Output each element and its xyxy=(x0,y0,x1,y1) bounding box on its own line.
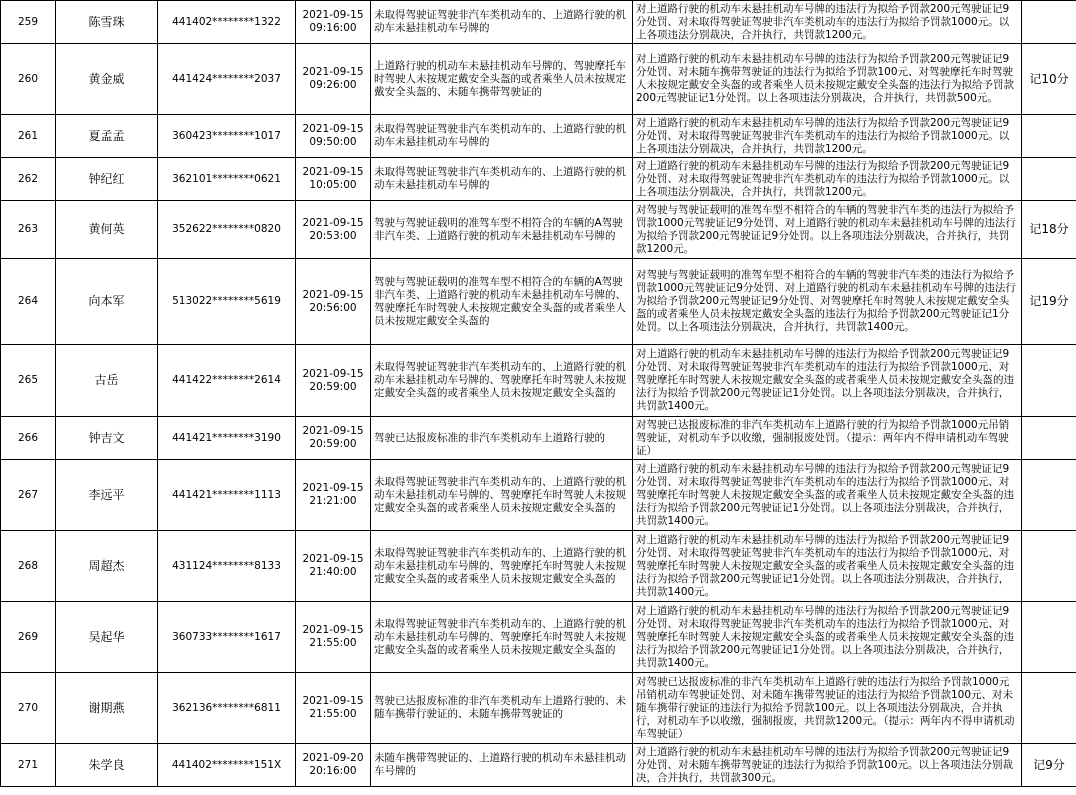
time-text: 09:16:00 xyxy=(309,22,357,34)
penalty-text: 对上道路行驶的机动车未悬挂机动车号牌的违法行为拟给予罚款200元驾驶证记9分处罚、对未取得驾驶证驾驶非汽车类机动车的违法行为拟给予罚款1000元。以上各项违法分别裁决，合并执行，共罚款1200元。 xyxy=(633,115,1022,158)
time-text: 20:59:00 xyxy=(309,438,357,450)
penalty-text: 对驾驶已达报废标准的非汽车类机动车上道路行驶的行为拟给予罚款1000元吊销驾驶证，对机动车予以收缴，强制报废处罚。（提示：两年内不得申请机动车驾驶证） xyxy=(633,417,1022,460)
person-name: 周超杰 xyxy=(56,531,158,602)
person-name: 陈雪珠 xyxy=(56,1,158,44)
person-name: 朱学良 xyxy=(56,744,158,787)
row-number: 264 xyxy=(1,259,56,345)
violation-text: 未取得驾驶证驾驶非汽车类机动车的、上道路行驶的机动车未悬挂机动车号牌的 xyxy=(371,115,633,158)
id-number: 352622********0820 xyxy=(158,201,296,259)
penalty-text: 对上道路行驶的机动车未悬挂机动车号牌的违法行为拟给予罚款200元驾驶证记9分处罚、对未取得驾驶证驾驶非汽车类机动车的违法行为拟给予罚款1000元、对驾驶摩托车时驾驶人未按规定戴安全头盔的或者乘坐人员未按规定戴安全头盔的违法行为拟给予罚款200元驾驶证记1分处罚。以上各项违法分别裁决，合并执行，共罚款1400元。 xyxy=(633,602,1022,673)
points-text xyxy=(1022,417,1076,460)
person-name: 吴起华 xyxy=(56,602,158,673)
points-text xyxy=(1022,345,1076,417)
points-text: 记18分 xyxy=(1022,201,1076,259)
person-name: 古岳 xyxy=(56,345,158,417)
points-text xyxy=(1022,602,1076,673)
datetime xyxy=(296,201,371,259)
table-row xyxy=(1,531,1076,602)
points-text: 记19分 xyxy=(1022,259,1076,345)
row-number: 261 xyxy=(1,115,56,158)
violation-text: 未取得驾驶证驾驶非汽车类机动车的、上道路行驶的机动车未悬挂机动车号牌的、驾驶摩托车时驾驶人未按规定戴安全头盔的或者乘坐人员未按规定戴安全头盔的 xyxy=(371,602,633,673)
date-text: 2021-09-15 xyxy=(302,123,364,135)
penalty-text: 对上道路行驶的机动车未悬挂机动车号牌的违法行为拟给予罚款200元驾驶证记9分处罚、对未取得驾驶证驾驶非汽车类机动车的违法行为拟给予罚款1000元。以上各项违法分别裁决，合并执行，共罚款1200元。 xyxy=(633,1,1022,44)
time-text: 20:56:00 xyxy=(309,301,357,314)
date-text: 2021-09-15 xyxy=(302,216,364,229)
violation-text: 驾驶与驾驶证载明的准驾车型不相符合的车辆的A驾驶非汽车类、上道路行驶的机动车未悬挂机动车号牌的 xyxy=(371,201,633,259)
id-number: 441422********2614 xyxy=(158,345,296,417)
points-text xyxy=(1022,673,1076,744)
person-name: 向本军 xyxy=(56,259,158,345)
table-row xyxy=(1,44,1076,115)
points-text xyxy=(1022,460,1076,531)
row-number: 262 xyxy=(1,158,56,201)
points-text: 记9分 xyxy=(1022,744,1076,787)
date-text: 2021-09-15 xyxy=(302,288,364,301)
violation-text: 上道路行驶的机动车未悬挂机动车号牌的、驾驶摩托车时驾驶人未按规定戴安全头盔的或者乘坐人员未按规定戴安全头盔的、未随车携带驾驶证的 xyxy=(371,44,633,115)
table-body xyxy=(1,1,1076,787)
row-number: 267 xyxy=(1,460,56,531)
person-name: 夏孟孟 xyxy=(56,115,158,158)
date-text: 2021-09-15 xyxy=(302,166,364,178)
datetime xyxy=(296,1,371,44)
time-text: 20:59:00 xyxy=(309,380,357,393)
points-text: 记10分 xyxy=(1022,44,1076,115)
violation-text: 驾驶已达报废标准的非汽车类机动车上道路行驶的、未随车携带行驶证的、未随车携带驾驶证的 xyxy=(371,673,633,744)
row-number: 260 xyxy=(1,44,56,115)
datetime xyxy=(296,44,371,115)
time-text: 20:16:00 xyxy=(309,765,357,777)
id-number: 441421********3190 xyxy=(158,417,296,460)
row-number: 271 xyxy=(1,744,56,787)
table-row xyxy=(1,744,1076,787)
penalty-text: 对上道路行驶的机动车未悬挂机动车号牌的违法行为拟给予罚款200元驾驶证记9分处罚、对未取得驾驶证驾驶非汽车类机动车的违法行为拟给予罚款1000元、对驾驶摩托车时驾驶人未按规定戴安全头盔的或者乘坐人员未按规定戴安全头盔的违法行为拟给予罚款200元驾驶证记1分处罚。以上各项违法分别裁决，合并执行，共罚款1400元。 xyxy=(633,460,1022,531)
date-text: 2021-09-15 xyxy=(302,553,364,565)
row-number: 270 xyxy=(1,673,56,744)
penalty-text: 对上道路行驶的机动车未悬挂机动车号牌的违法行为拟给予罚款200元驾驶证记9分处罚、对未取得驾驶证驾驶非汽车类机动车的违法行为拟给予罚款1000元。以上各项违法分别裁决，合并执行，共罚款1200元。 xyxy=(633,158,1022,201)
table-row xyxy=(1,259,1076,345)
violation-text: 未取得驾驶证驾驶非汽车类机动车的、上道路行驶的机动车未悬挂机动车号牌的、驾驶摩托车时驾驶人未按规定戴安全头盔的或者乘坐人员未按规定戴安全头盔的 xyxy=(371,531,633,602)
time-text: 21:40:00 xyxy=(309,566,357,578)
id-number: 441421********1113 xyxy=(158,460,296,531)
id-number: 441402********1322 xyxy=(158,1,296,44)
points-text xyxy=(1022,1,1076,44)
person-name: 黄何英 xyxy=(56,201,158,259)
id-number: 360733********1617 xyxy=(158,602,296,673)
row-number: 268 xyxy=(1,531,56,602)
table-row xyxy=(1,417,1076,460)
row-number: 259 xyxy=(1,1,56,44)
violation-text: 未取得驾驶证驾驶非汽车类机动车的、上道路行驶的机动车未悬挂机动车号牌的、驾驶摩托车时驾驶人未按规定戴安全头盔的或者乘坐人员未按规定戴安全头盔的 xyxy=(371,345,633,417)
id-number: 360423********1017 xyxy=(158,115,296,158)
table-row xyxy=(1,602,1076,673)
datetime xyxy=(296,531,371,602)
time-text: 21:21:00 xyxy=(309,495,357,507)
date-text: 2021-09-15 xyxy=(302,482,364,494)
datetime xyxy=(296,744,371,787)
date-text: 2021-09-20 xyxy=(302,752,364,764)
points-text xyxy=(1022,531,1076,602)
time-text: 09:26:00 xyxy=(309,79,357,91)
datetime xyxy=(296,602,371,673)
datetime xyxy=(296,259,371,345)
time-text: 10:05:00 xyxy=(309,179,357,191)
date-text: 2021-09-15 xyxy=(302,624,364,636)
id-number: 431124********8133 xyxy=(158,531,296,602)
datetime xyxy=(296,460,371,531)
violation-text: 未取得驾驶证驾驶非汽车类机动车的、上道路行驶的机动车未悬挂机动车号牌的 xyxy=(371,158,633,201)
person-name: 黄金威 xyxy=(56,44,158,115)
time-text: 21:55:00 xyxy=(309,637,357,649)
id-number: 513022********5619 xyxy=(158,259,296,345)
penalty-text: 对上道路行驶的机动车未悬挂机动车号牌的违法行为拟给予罚款200元驾驶证记9分处罚、对未取得驾驶证驾驶非汽车类机动车的违法行为拟给予罚款1000元、对驾驶摩托车时驾驶人未按规定戴安全头盔的或者乘坐人员未按规定戴安全头盔的违法行为拟给予罚款200元驾驶证记1分处罚。以上各项违法分别裁决，合并执行，共罚款1400元。 xyxy=(633,345,1022,417)
table-row xyxy=(1,673,1076,744)
violation-text: 未随车携带驾驶证的、上道路行驶的机动车未悬挂机动车号牌的 xyxy=(371,744,633,787)
datetime xyxy=(296,417,371,460)
violation-text: 驾驶已达报废标准的非汽车类机动车上道路行驶的 xyxy=(371,417,633,460)
row-number: 266 xyxy=(1,417,56,460)
time-text: 20:53:00 xyxy=(309,229,357,242)
table-row xyxy=(1,1,1076,44)
table-row xyxy=(1,460,1076,531)
table-row xyxy=(1,115,1076,158)
datetime xyxy=(296,115,371,158)
penalty-text: 对上道路行驶的机动车未悬挂机动车号牌的违法行为拟给予罚款200元驾驶证记9分处罚、对未随车携带驾驶证的违法行为拟给予罚款100元。以上各项违法分别裁决，合并执行，共罚款300元。 xyxy=(633,744,1022,787)
id-number: 441402********151X xyxy=(158,744,296,787)
row-number: 269 xyxy=(1,602,56,673)
person-name: 李远平 xyxy=(56,460,158,531)
date-text: 2021-09-15 xyxy=(302,9,364,21)
date-text: 2021-09-15 xyxy=(302,695,364,707)
time-text: 09:50:00 xyxy=(309,136,357,148)
datetime xyxy=(296,673,371,744)
table-row xyxy=(1,201,1076,259)
id-number: 441424********2037 xyxy=(158,44,296,115)
penalty-text: 对驾驶与驾驶证载明的准驾车型不相符合的车辆的驾驶非汽车类的违法行为拟给予罚款1000元驾驶证记9分处罚、对上道路行驶的机动车未悬挂机动车号牌的违法行为拟给予罚款200元驾驶证记9分处罚。以上各项违法分别裁决，合并执行，共罚款1200元。 xyxy=(633,201,1022,259)
datetime xyxy=(296,345,371,417)
penalty-text: 对上道路行驶的机动车未悬挂机动车号牌的违法行为拟给予罚款200元驾驶证记9分处罚、对未取得驾驶证驾驶非汽车类机动车的违法行为拟给予罚款1000元、对驾驶摩托车时驾驶人未按规定戴安全头盔的或者乘坐人员未按规定戴安全头盔的违法行为拟给予罚款200元驾驶证记1分处罚。以上各项违法分别裁决，合并执行，共罚款1400元。 xyxy=(633,531,1022,602)
penalty-text: 对上道路行驶的机动车未悬挂机动车号牌的违法行为拟给予罚款200元驾驶证记9分处罚、对未随车携带驾驶证的违法行为拟给予罚款100元、对驾驶摩托车时驾驶人未按规定戴安全头盔的或者乘坐人员未按规定戴安全头盔的违法行为拟给予罚款200元驾驶证记1分处罚。以上各项违法分别裁决，合并执行，共罚款500元。 xyxy=(633,44,1022,115)
penalty-text: 对驾驶与驾驶证载明的准驾车型不相符合的车辆的驾驶非汽车类的违法行为拟给予罚款1000元驾驶证记9分处罚、对上道路行驶的机动车未悬挂机动车号牌的违法行为拟给予罚款200元驾驶证记9分处罚、对驾驶摩托车时驾驶人未按规定戴安全头盔的或者乘坐人员未按规定戴安全头盔的违法行为拟给予罚款200元驾驶证记1分处罚。以上各项违法分别裁决，合并执行，共罚款1400元。 xyxy=(633,259,1022,345)
points-text xyxy=(1022,115,1076,158)
table-row xyxy=(1,345,1076,417)
id-number: 362136********6811 xyxy=(158,673,296,744)
time-text: 21:55:00 xyxy=(309,708,357,720)
violation-text: 驾驶与驾驶证载明的准驾车型不相符合的车辆的A驾驶非汽车类、上道路行驶的机动车未悬挂机动车号牌的、驾驶摩托车时驾驶人未按规定戴安全头盔的或者乘坐人员未按规定戴安全头盔的 xyxy=(371,259,633,345)
person-name: 钟吉文 xyxy=(56,417,158,460)
date-text: 2021-09-15 xyxy=(302,425,364,437)
date-text: 2021-09-15 xyxy=(302,66,364,78)
id-number: 362101********0621 xyxy=(158,158,296,201)
row-number: 265 xyxy=(1,345,56,417)
points-text xyxy=(1022,158,1076,201)
violation-text: 未取得驾驶证驾驶非汽车类机动车的、上道路行驶的机动车未悬挂机动车号牌的 xyxy=(371,1,633,44)
table-row xyxy=(1,158,1076,201)
violation-text: 未取得驾驶证驾驶非汽车类机动车的、上道路行驶的机动车未悬挂机动车号牌的、驾驶摩托车时驾驶人未按规定戴安全头盔的或者乘坐人员未按规定戴安全头盔的 xyxy=(371,460,633,531)
person-name: 钟纪红 xyxy=(56,158,158,201)
person-name: 谢期燕 xyxy=(56,673,158,744)
datetime xyxy=(296,158,371,201)
date-text: 2021-09-15 xyxy=(302,367,364,380)
penalty-text: 对驾驶已达报废标准的非汽车类机动车上道路行驶的违法行为拟给予罚款1000元吊销机动车驾驶证处罚、对未随车携带驾驶证的违法行为拟给予罚款100元、对未随车携带行驶证的违法行为拟给予罚款100元。以上各项违法分别裁决，合并执行，对机动车予以收缴，强制报废，共罚款1200元。（提示：两年内不得申请机动车驾驶证） xyxy=(633,673,1022,744)
row-number: 263 xyxy=(1,201,56,259)
